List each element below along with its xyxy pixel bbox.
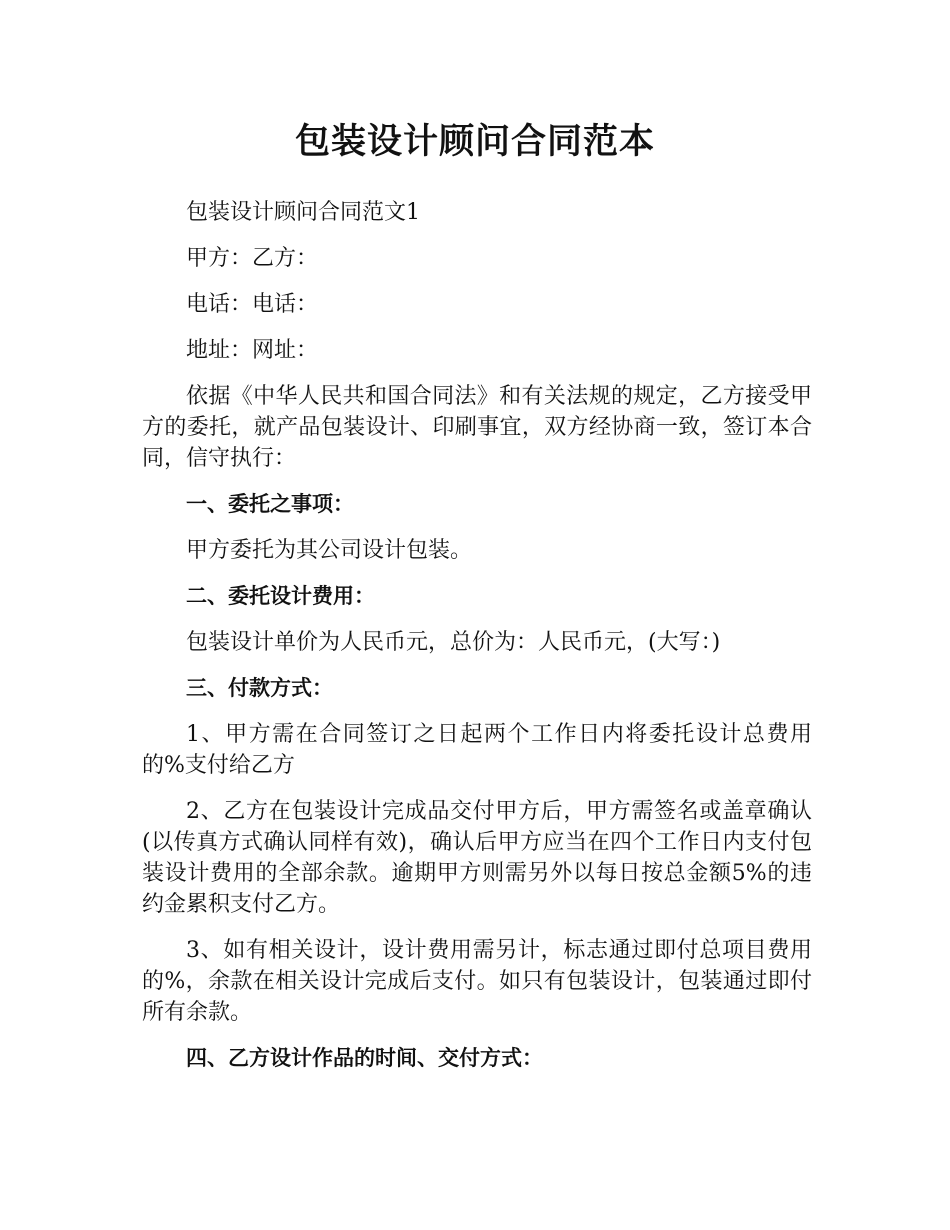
section-heading-3: 三、付款方式： (186, 676, 333, 700)
section-heading-2: 二、委托设计费用： (186, 584, 375, 608)
document-body (142, 197, 812, 1089)
paragraph-payment-2: 2、乙方在包装设计完成品交付甲方后，甲方需签名或盖章确认(以传真方式确认同样有效)，确认后甲方应当在四个工作日内支付包装设计费用的全部余款。逾期甲方则需另外以每日按总金额5%的违约金累积支付乙方。 (142, 799, 812, 917)
paragraph-section-2: 包装设计单价为人民币元，总价为：人民币元，(大写：) (186, 630, 721, 655)
paragraph-phones: 电话：电话： (186, 292, 319, 317)
section-heading-1: 一、委托之事项： (186, 492, 354, 516)
paragraph-preamble: 依据《中华人民共和国合同法》和有关法规的规定，乙方接受甲方的委托，就产品包装设计、印刷事宜，双方经协商一致，签订本合同，信守执行： (142, 384, 812, 471)
paragraph-addresses: 地址：网址： (186, 338, 319, 363)
document-title: 包装设计顾问合同范本 (294, 122, 655, 162)
paragraph-payment-1: 1、甲方需在合同签订之日起两个工作日内将委托设计总费用的%支付给乙方 (142, 722, 812, 778)
paragraph-party-names: 甲方：乙方： (186, 246, 319, 271)
paragraph-subtitle: 包装设计顾问合同范文1 (186, 200, 420, 225)
paragraph-section-1: 甲方委托为其公司设计包装。 (186, 538, 473, 563)
paragraph-payment-3: 3、如有相关设计，设计费用需另计，标志通过即付总项目费用的%，余款在相关设计完成后支付。如只有包装设计，包装通过即付所有余款。 (142, 938, 812, 1025)
section-heading-4: 四、乙方设计作品的时间、交付方式： (186, 1046, 543, 1070)
